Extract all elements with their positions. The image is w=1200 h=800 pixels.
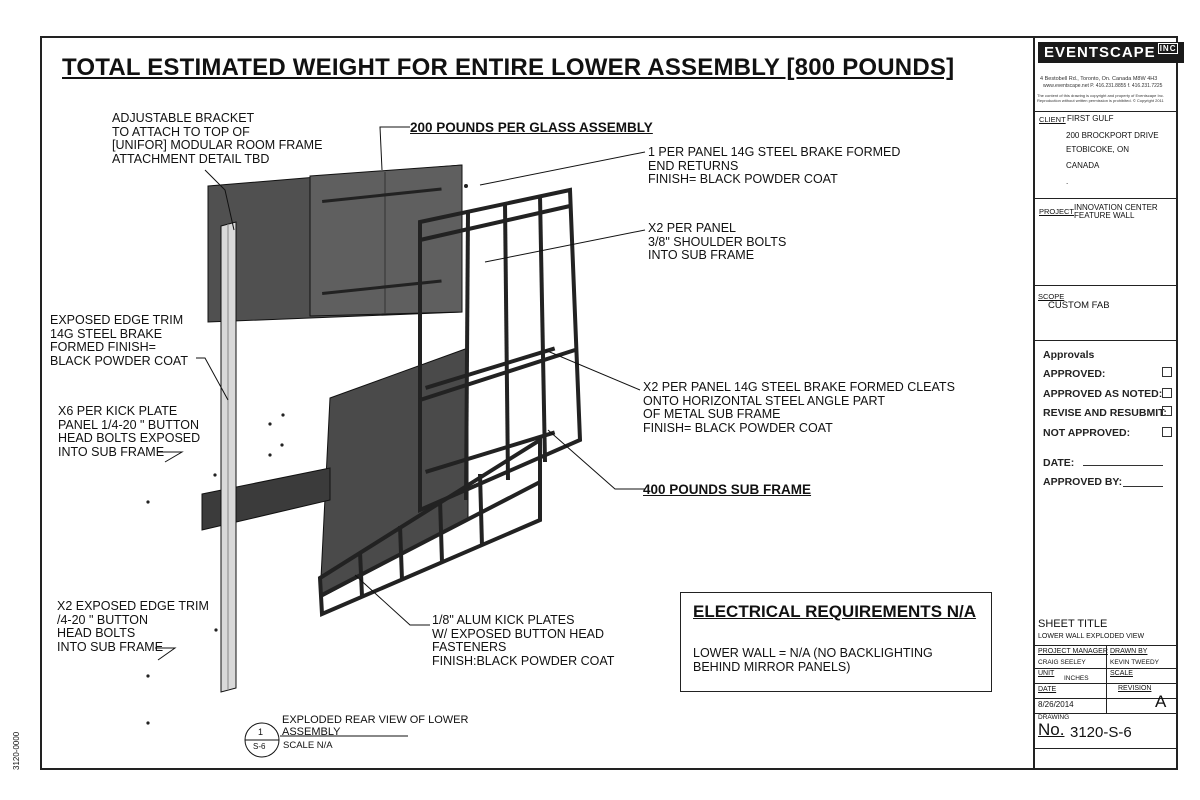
approved-by-label: APPROVED BY:: [1043, 476, 1123, 488]
approval-checkbox[interactable]: [1162, 427, 1172, 437]
callout-subframe-weight: 400 POUNDS SUB FRAME: [643, 482, 812, 497]
tb-divider: [1033, 748, 1178, 749]
approval-checkbox[interactable]: [1162, 388, 1172, 398]
date-value: 8/26/2014: [1038, 700, 1074, 709]
client-address-line: CANADA: [1066, 161, 1100, 170]
copyright-line-1: The content of this drawing is copyright and property of Eventscape Inc.: [1037, 93, 1164, 98]
drawn-label: DRAWN BY: [1110, 648, 1148, 655]
date-line[interactable]: [1083, 465, 1163, 466]
company-contact: www.eventscape.net P. 416.231.8855 f. 416.231.7225: [1043, 83, 1163, 89]
view-sheet: S-6: [253, 742, 266, 751]
approval-checkbox[interactable]: [1162, 367, 1172, 377]
revision-value: A: [1155, 692, 1167, 711]
sheet-title-label: SHEET TITLE: [1038, 618, 1108, 630]
revision-label: REVISION: [1118, 685, 1152, 692]
unit-label: UNIT: [1038, 670, 1055, 677]
approval-option: APPROVED:: [1043, 368, 1106, 380]
callout-shoulder-bolts: X2 PER PANEL 3/8" SHOULDER BOLTS INTO SUB FRAME: [648, 221, 787, 262]
tb-divider: [1033, 340, 1178, 341]
approved-by-line[interactable]: [1123, 486, 1163, 487]
electrical-heading: ELECTRICAL REQUIREMENTS N/A: [693, 602, 977, 621]
approval-option: APPROVED AS NOTED:: [1043, 388, 1163, 400]
callout-glass-weight: 200 POUNDS PER GLASS ASSEMBLY: [410, 120, 653, 135]
drawn-value: KEVIN TWEEDY: [1110, 659, 1160, 666]
approval-option: REVISE AND RESUBMIT:: [1043, 407, 1167, 419]
callout-end-returns: 1 PER PANEL 14G STEEL BRAKE FORMED END RETURNS FINISH= BLACK POWDER COAT: [648, 145, 901, 186]
approval-checkbox[interactable]: [1162, 406, 1172, 416]
project-label: PROJECT: [1039, 207, 1075, 216]
electrical-note: LOWER WALL = N/A (NO BACKLIGHTING BEHIND MIRROR PANELS): [693, 646, 933, 674]
scope-value: CUSTOM FAB: [1048, 300, 1110, 311]
client-address-line: ETOBICOKE, ON: [1066, 145, 1129, 154]
client-address-line: .: [1066, 177, 1069, 186]
client-label: CLIENT: [1039, 115, 1066, 124]
approval-option: NOT APPROVED:: [1043, 427, 1131, 439]
callout-cleats: X2 PER PANEL 14G STEEL BRAKE FORMED CLEATS ONTO HORIZONTAL STEEL ANGLE PART OF METAL SUB FRAME FINISH= BLACK POWDER COAT: [643, 380, 955, 435]
callout-bracket: ADJUSTABLE BRACKET TO ATTACH TO TOP OF [UNIFOR] MODULAR ROOM FRAME ATTACHMENT DETAIL TBD: [112, 111, 323, 166]
approvals-heading: Approvals: [1043, 349, 1095, 361]
drawing-label: DRAWING: [1038, 714, 1070, 721]
view-number: 1: [258, 727, 264, 737]
callout-kick-plate-bolts: X6 PER KICK PLATE PANEL 1/4-20 " BUTTON HEAD BOLTS EXPOSED INTO SUB FRAME: [58, 404, 201, 459]
client-address-line: 200 BROCKPORT DRIVE: [1066, 131, 1159, 140]
project-value: INNOVATION CENTER FEATURE WALL: [1074, 203, 1158, 220]
scope-label: SCOPE: [1038, 292, 1065, 301]
page-title: TOTAL ESTIMATED WEIGHT FOR ENTIRE LOWER ASSEMBLY [800 POUNDS]: [62, 54, 955, 81]
callout-edge-trim-bolts: X2 EXPOSED EDGE TRIM /4-20 " BUTTON HEAD BOLTS INTO SUB FRAME: [57, 599, 209, 654]
date-block-label: DATE: [1038, 686, 1057, 693]
scale-label: SCALE: [1110, 670, 1133, 677]
tb-divider: [1033, 198, 1178, 199]
view-scale: SCALE N/A: [283, 740, 333, 751]
side-number: 3120-0000: [12, 731, 21, 770]
sheet-title-value: LOWER WALL EXPLODED VIEW: [1038, 633, 1145, 640]
company-address: 4 Bestobell Rd., Toronto, On. Canada M8W 4H3: [1040, 76, 1158, 82]
drawing-no-label: No.: [1038, 720, 1065, 739]
tb-divider: [1106, 645, 1107, 713]
client-name: FIRST GULF: [1067, 114, 1114, 123]
copyright-line-2: Reproduction without written permission is prohibited. © Copyright 2011: [1037, 98, 1164, 103]
callout-edge-trim: EXPOSED EDGE TRIM 14G STEEL BRAKE FORMED FINISH= BLACK POWDER COAT: [50, 313, 188, 368]
date-label: DATE:: [1043, 457, 1075, 469]
unit-value: INCHES: [1064, 675, 1089, 682]
pm-label: PROJECT MANAGER: [1038, 648, 1108, 655]
company-logo: EVENTSCAPE $^{INC}$: [1038, 42, 1184, 63]
drawing-number: 3120-S-6: [1070, 724, 1132, 741]
view-title: EXPLODED REAR VIEW OF LOWER ASSEMBLY: [282, 714, 469, 738]
callout-kick-plates: 1/8" ALUM KICK PLATES W/ EXPOSED BUTTON HEAD FASTENERS FINISH:BLACK POWDER COAT: [432, 613, 615, 668]
pm-value: CRAIG SEELEY: [1038, 659, 1086, 666]
tb-divider: [1033, 285, 1178, 286]
